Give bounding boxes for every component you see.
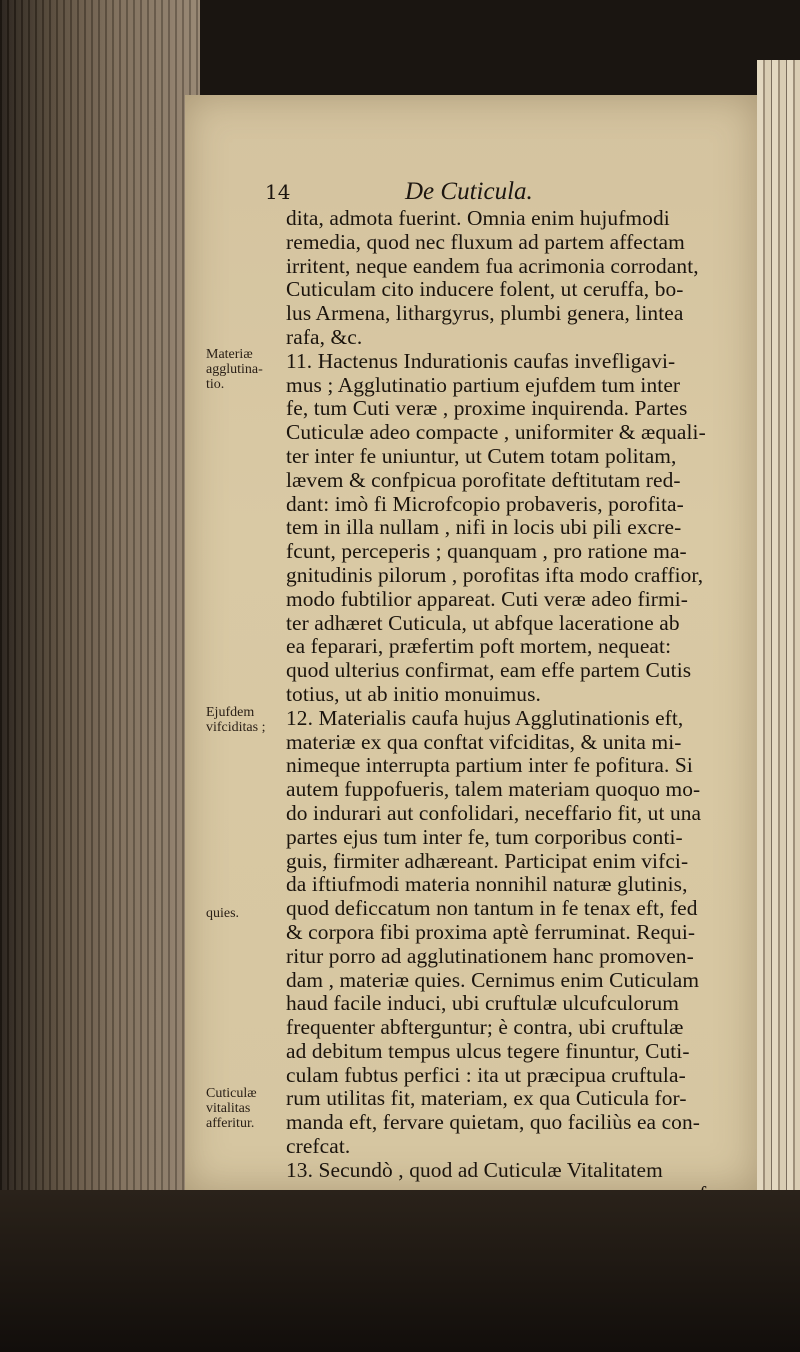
text-line: ter adhæret Cuticula, ut abfque laceratione ab [286,610,680,635]
text-line: frequenter abfterguntur; è contra, ubi cruftulæ [286,1015,684,1040]
book-right-page-edges [757,60,800,1220]
text-line: dant: imò fi Microfcopio probaveris, porofita- [286,491,684,516]
margin-note-line: Cuticulæ [206,1086,257,1101]
text-line: tem in illa nullam , nifi in locis ubi pili excre- [286,515,682,540]
text-line: culam fubtus perfici : ita ut præcipua cruftula- [286,1062,686,1087]
text-line: lævem & confpicua porofitate deftitutam red- [286,467,681,492]
text-line: modo fubtilior appareat. Cuti veræ adeo firmi- [286,586,688,611]
text-line: mus ; Agglutinatio partium ejufdem tum inter [286,372,681,397]
text-line: 12. Materialis caufa hujus Agglutinationis eft, [286,705,684,730]
text-line: ter inter fe uniuntur, ut Cutem totam politam, [286,443,677,468]
margin-note-line: afferitur. [206,1116,255,1131]
text-line: remedia, quod nec fluxum ad partem affectam [286,229,685,254]
text-line: rum utilitas fit, materiam, ex qua Cuticula for- [286,1086,687,1111]
text-line: & corpora fibi proxima aptè ferruminat. Requi- [286,919,696,944]
text-line: fcunt, perceperis ; quanquam , pro ratione ma- [286,539,687,564]
text-line: da iftiufmodi materia nonnihil naturæ glutinis, [286,872,688,897]
text-line: rafa, &c. [286,324,363,349]
text-line: manda eft, fervare quietam, quo faciliùs ea con- [286,1110,700,1135]
text-line: 11. Hactenus Indurationis caufas invefligavi- [286,348,676,373]
margin-note-line: quies. [206,906,240,921]
text-line: ea feparari, præfertim poft mortem, nequeat: [286,634,672,659]
margin-note-line: vifciditas ; [206,720,266,735]
text-line: 13. Secundò , quod ad Cuticulæ Vitalitatem [286,1157,663,1182]
margin-note-line: vitalitas [206,1101,251,1116]
text-line: do indurari aut confolidari, neceffario fit, ut una [286,800,702,825]
text-line: gnitudinis pilorum , porofitas ifta modo craffior, [286,562,704,587]
text-line: crefcat. [286,1134,351,1159]
page-stack-streaks [0,0,200,1352]
text-line: materiæ ex qua conftat vifciditas, & unita mi- [286,729,682,754]
text-line: guis, firmiter adhæreant. Participat enim vifci- [286,848,689,873]
text-line: irritent, neque eandem fua acrimonia corrodant, [286,253,699,278]
text-line: partes ejus tum inter fe, tum corporibus conti- [286,824,683,849]
text-line: totius, ut ab initio monuimus. [286,681,541,706]
text-line: Cuticulam cito inducere folent, ut ceruffa, bo- [286,277,684,302]
text-line: ritur porro ad agglutinationem hanc promoven- [286,943,694,968]
text-line: autem fuppofueris, talem materiam quoquo mo- [286,777,701,802]
text-line: fe, tum Cuti veræ , proxime inquirenda. Partes [286,396,688,421]
bottom-shadow [0,1190,800,1352]
text-line: quod deficcatum non tantum in fe tenax eft, fed [286,896,698,921]
text-line: ad debitum tempus ulcus tegere finuntur, Cuti- [286,1038,690,1063]
body-text [286,207,746,1206]
margin-note-materiae [206,347,286,392]
header-title: De Cuticula. [405,178,533,205]
margin-note-line: tio. [206,377,225,392]
text-line: Cuticulæ adeo compacte , uniformiter & æquali- [286,420,706,445]
margin-note-ejusdem [206,705,286,735]
margin-note-line: agglutina- [206,362,263,377]
text-line: nimeque interrupta partium inter fe pofitura. Si [286,753,693,778]
margin-note-cuticulae [206,1086,286,1131]
page-number: 14 [265,180,291,204]
text-line: quod ulterius confirmat, eam effe partem Cutis [286,658,692,683]
margin-note-line: Ejufdem [206,705,255,720]
text-line: lus Armena, lithargyrus, plumbi genera, lintea [286,301,684,326]
margin-note-line: Materiæ [206,347,253,362]
text-line: dam , materiæ quies. Cernimus enim Cuticulam [286,967,700,992]
text-line: dita, admota fuerint. Omnia enim hujufmodi [286,206,670,230]
text-line: haud facile induci, ubi cruftulæ ulcufculorum [286,991,679,1016]
margin-note-quies [206,906,286,921]
